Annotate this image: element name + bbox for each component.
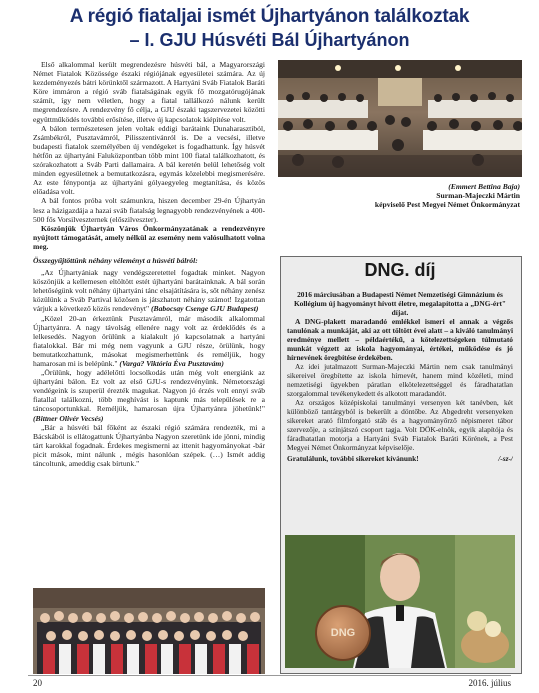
quote: „Az Újhartyániak nagy vendégszeretettel fogadtak minket. Nagyon köszönjük a kellemesen eltöltött estét újhartyáni barátainknak. A bál során lehetőségünk volt néhány újhartyáni tánc elsajátítására is, sőt néhány zenész közülünk a Sváb Partival közösen is játszhatott néhány számot! Izgatottan várjuk a következő közös rendevényt" (Babocsay Csenge GJU Budapest) — [33, 268, 265, 314]
quote-heading: Összegyűjtöttünk néhány véleményt a húsvéti bálról: — [33, 255, 198, 265]
quote-author: (Varga? Viktória Éva Pusztavám) — [119, 359, 224, 368]
quote: „Bár a húsvéti bál főként az északi régió számára rendezték, mi a Bácskából is ellátogattunk Újhartyánba Nagyon szeretünk ide jönni, mindig tárt karokkal fogadnak. Érdekes megismerni az ittenit hagyományokat -bár picit mások, mint nálunk , mégis hasonlóan szépek. (…) Ismét addig táncoltunk, ameddig csak bírtunk." — [33, 422, 265, 469]
footer-rule — [28, 675, 511, 676]
group-photo — [33, 588, 265, 674]
quote-author-line: (Emmert Bettina Baja) — [448, 182, 520, 191]
subheadline: – I. GJU Húsvéti Bál Újhartyánon — [129, 30, 410, 50]
quote-author: (Bittner Olivér Vecsés) — [33, 413, 104, 423]
quote: „Örülünk, hogy adélelőtti locsolkodás után még volt energiánk az újhartyáni bálon. Ez volt az első GJU-s rendezvényünk. Németországi vendégeink is szuperül érezték magukat. Nagyon jó érzés volt ennyi sváb fiatallal találkozni, több meghívást is kaptunk más települések re a táncosoportunkkal. Reméljük, hamarosan újra Újhartyánra jöhetünk!" (Bittner Olivér Vecsés) — [33, 368, 265, 423]
dng-sign: /-sz-/ — [498, 454, 513, 463]
dng-medal — [315, 605, 371, 661]
quote: „Közel 20-an érkeztünk Pusztavámról, már második alkalommal Újhartyánra. A nagy távolság ellenére nagy volt az érdeklődés és a lelkesedés. Nagyon örülünk a kialakult jó kapcsolatnak a hartyáni fiatalokkal. Bár mi még nem vagyunk a GJU része, örülünk, hogy bemutatkozhattunk, másokat megismerhettünk és reméljük, hogy hamarosan mi is belépünk." (Varga? Viktória Éva Pusztavám) — [33, 313, 265, 368]
signature-title: képviselő Pest Megyei Német Önkormányzat — [374, 200, 520, 210]
ballroom-photo — [278, 60, 522, 177]
award-winner-photo — [285, 535, 515, 668]
paragraph: Első alkalommal került megrendezésre húsvéti bál, a Magyarországi Német Fiatalok Közössége északi régiójának egyesületei számára. Az új kezdeményezés bátri körünktől származott. A Hartyáni Sváb Fiatalok Baráti Köre immáron a régió sváb fiatalságának egyik fő mozgatórugójának számít, így nem véletlen, hogy a fiatal tallálkozó nálunk került megrendezésre. A rendezvény fő célja, a GJU északi tagszervezetei közötti együttműködés további erősítése, illetve új kapcsolatok kiépítése volt. — [33, 60, 265, 124]
article-left-column — [33, 60, 265, 588]
paragraph-thanks: Köszönjük Újhartyán Város Önkormányzatának a rendezvényre nyújtott támogatását, amely nélkül az esemény nem valósulhatott volna meg. — [33, 223, 265, 251]
issue-date: 2016. július — [468, 678, 511, 688]
quote-author: (Babocsay Csenge GJU Budapest) — [151, 304, 259, 314]
dng-paragraph: Az idei jutalmazott Surman-Majeczki Mártin nem csak tanulmányi sikereivel öregbítette az iskola hírnevét, hanem mind közéleti, mind nemzetiségi ügyekben páratlan elkötelezettséggel és fáradhatatlan szorgalommal tevékenykedett és alkotott maradandót. — [287, 362, 513, 398]
page-number: 20 — [33, 678, 42, 688]
signature-name: Surman-Majeczki Mártin — [436, 191, 520, 201]
medal-label: DNG — [330, 627, 356, 639]
paragraph: A bálon természetesen jelen voltak eddigi barátaink Dunaharasztiból, Zsámbékról, Pusztavámról, Pilisszentivánról is. De a vecsési, illetve budapesti fiatalok személyében új vendégeket is fogadhattunk. Így húsvét hétfőn az újhartyáni Faluközpontban több mint 100 fiatal találkozhatott, és szórakozhatott a Sváb Parti dallamaira. A bál keretén belül lehetőség volt minden egyesületnek a bemutatkozásra, egymás közelebbi megismerésére. Az este fénypontja az újhartyáni gólyaegyeleg megtanítása, és közös előadása volt. — [33, 123, 265, 197]
dng-award-text — [287, 290, 513, 530]
dng-award-title: DNG. díj — [364, 260, 436, 280]
dng-paragraph: A DNG-plakett maradandó emlékkel ismeri el annak a végzős tanulónak a munkáját, aki az ott töltött évei alatt – a kiváló tanulmányi eredménye mellett – példaértékű, a kötelezettségeken túlmutató munkát végzett az iskola hagyományai, értékei, működése és jó hírnevének öregbítése érdekében. — [287, 317, 513, 362]
paragraph: A bál fontos próba volt számunkra, hiszen december 29-én Újhartyán lesz a házigazdája a hazai sváb fiatalság legnagyobb rendezvényének a 400-500 fős Vorsilveszternek (előszilveszter). — [33, 196, 265, 224]
article-right-column — [280, 182, 520, 252]
headline: A régió fiataljai ismét Újhartyánon találkoztak — [69, 6, 470, 27]
dng-closing: Gratulálunk, további sikereket kívánunk! /-sz-/ — [287, 454, 513, 463]
dng-paragraph: Az országos középiskolai tanulmányi versenyen két tanévben, két különböző tantárgyból is bekerült a döntőbe. Az Abgedreht versenyeken sikereket arató filmforgató stáb és a hagyományőrző népismeret tábor szervezője, a színjátszó csoport tagja. Volt DÖK-elnök, egyik alapítója és fáradhatatlan motorja a Hartyáni Sváb Fiatalok Baráti Körének, a Pest Megyei Német Önkormányzat képviselője. — [287, 398, 513, 452]
dng-intro: 2016 márciusában a Budapesti Német Nemzetiségi Gimnázium és Kollégium új hagyományt hívott életre, megalapította a „DNG-ért" díjat. — [293, 290, 507, 317]
